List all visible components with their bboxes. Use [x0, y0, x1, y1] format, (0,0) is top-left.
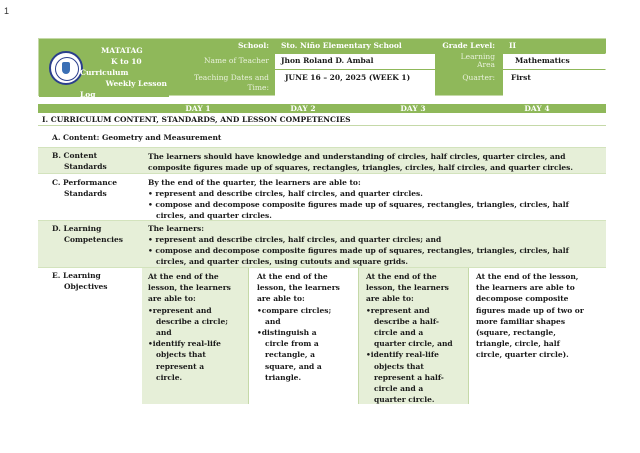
column-divider	[468, 268, 469, 404]
day-1-header: DAY 1	[185, 104, 211, 113]
objective-line: objects that	[374, 361, 424, 371]
competencies-label-line: Competencies	[64, 235, 124, 244]
lesson-log-header	[38, 38, 606, 99]
competencies-bullet-cont: circles, and quarter circles, using cutouts and square grids.	[156, 257, 408, 266]
objective-line: rectangle, a	[265, 350, 316, 360]
objective-line: decompose composite	[476, 294, 569, 304]
competencies-bullet: • represent and describe circles, half circles, and quarter circles; and	[148, 234, 598, 245]
content-standards-text	[148, 151, 598, 173]
section-title-row	[38, 114, 606, 126]
objective-line: figures made up of two or	[476, 305, 584, 315]
objectives-row	[38, 268, 606, 404]
objective-line: At the end of the	[148, 272, 219, 281]
learning-area-label	[435, 53, 503, 69]
objectives-day-2	[257, 271, 355, 383]
objective-line: At the end of the lesson,	[476, 272, 579, 281]
objectives-day-3	[366, 271, 466, 405]
content-standards-row	[38, 148, 606, 174]
log-title-block	[39, 39, 169, 97]
objective-line: quarter circle.	[374, 395, 435, 405]
performance-standards-bullet: • represent and describe circles, half circles, and quarter circles.	[148, 188, 598, 199]
teaching-dates-value: JUNE 16 – 20, 2025 (WEEK 1)	[275, 70, 435, 96]
objective-line: describe a circle;	[156, 316, 229, 326]
log-title	[80, 45, 167, 100]
objective-line: lesson, the learners	[366, 283, 449, 293]
log-title-line: MATATAG	[101, 46, 143, 55]
objective-line: are able to:	[148, 294, 196, 304]
objective-line: (square, rectangle,	[476, 328, 556, 338]
teacher-label: Name of Teacher	[203, 56, 269, 65]
competencies-row	[38, 221, 606, 268]
competencies-label	[52, 223, 123, 245]
performance-standards-label-line: C. Performance	[52, 178, 117, 187]
log-title-line: Curriculum	[80, 68, 129, 77]
learning-area-label-line: Area	[477, 60, 495, 69]
objectives-label-line: Objectives	[64, 282, 108, 291]
objective-line: quarter circle, and	[374, 339, 453, 349]
objective-line: circle and a	[374, 328, 424, 338]
day-2-header: DAY 2	[290, 104, 316, 113]
objective-line: are able to:	[257, 294, 305, 304]
day-3-header: DAY 3	[400, 104, 426, 113]
content-standards-label	[52, 150, 107, 172]
learning-area-label-line: Learning	[460, 52, 495, 61]
objective-line: At the end of the	[366, 272, 437, 281]
school-label: School:	[237, 41, 269, 50]
competencies-intro: The learners:	[148, 224, 205, 233]
section-title: I. CURRICULUM CONTENT, STANDARDS, AND LESSON COMPETENCIES	[42, 115, 351, 124]
content-standards-label-line: B. Content	[52, 151, 98, 160]
content-row	[38, 128, 606, 148]
grade-level-value: II	[503, 39, 606, 53]
objective-line: represent a half-	[374, 372, 444, 382]
log-title-line: K to 10	[111, 57, 142, 66]
deped-seal-icon	[49, 51, 83, 85]
teacher-value: Jhon Roland D. Ambal	[275, 54, 435, 69]
objective-bullet: • identify real-life	[148, 338, 246, 349]
performance-standards-bullet-cont: circles, and quarter circles.	[156, 211, 272, 220]
log-title-line: Weekly Lesson	[105, 79, 167, 88]
objectives-label	[52, 270, 108, 292]
content-label: A. Content: Geometry and Measurement	[52, 133, 222, 142]
objective-line: the learners are able to	[476, 283, 575, 293]
performance-standards-label-line: Standards	[64, 189, 107, 198]
competencies-bullet: • compose and decompose composite figures made up of squares, rectangles, triangles, circles, half	[148, 245, 598, 256]
objective-line: and	[265, 316, 281, 326]
teaching-dates-label-line: Time:	[247, 83, 269, 92]
objective-line: represent a	[156, 361, 205, 371]
objectives-day-4	[476, 271, 604, 361]
competencies-text	[148, 223, 598, 267]
objectives-day-1	[148, 271, 246, 383]
performance-standards-text	[148, 177, 598, 221]
content-standards-line: composite figures made up of squares, rectangles, triangles, circles, half circles, and quarter circles.	[148, 163, 574, 172]
log-title-line: Log	[80, 90, 96, 99]
objective-line: more familiar shapes	[476, 316, 566, 326]
school-value: Sto. Niño Elementary School	[275, 39, 435, 53]
day-4-header: DAY 4	[524, 104, 550, 113]
content-standards-label-line: Standards	[64, 162, 107, 171]
objective-bullet: • represent and	[366, 305, 466, 316]
competencies-label-line: D. Learning	[52, 224, 102, 233]
teaching-dates-label	[169, 70, 275, 96]
objective-line: are able to:	[366, 294, 414, 304]
objective-line: objects that	[156, 350, 206, 360]
quarter-value: First	[503, 70, 606, 96]
page-number: 1	[4, 6, 10, 16]
objective-line: describe a half-	[374, 316, 439, 326]
objective-line: circle, quarter circle).	[476, 350, 569, 360]
teaching-dates-label-line: Teaching Dates and	[193, 73, 269, 82]
performance-standards-intro: By the end of the quarter, the learners are able to:	[148, 178, 361, 187]
objective-line: square, and a	[265, 361, 322, 371]
objectives-label-line: E. Learning	[52, 271, 101, 280]
learning-area-value: Mathematics	[503, 54, 606, 69]
column-divider	[248, 268, 249, 404]
objective-line: circle.	[156, 372, 183, 382]
objective-bullet: • distinguish a	[257, 327, 355, 338]
objective-line: At the end of the	[257, 272, 328, 281]
content-standards-line: The learners should have knowledge and understanding of circles, half circles, quarter circles, and	[148, 152, 566, 161]
objective-line: lesson, the learners	[257, 283, 340, 293]
performance-standards-label	[52, 177, 117, 199]
day-header-row	[38, 104, 606, 113]
objective-bullet: • identify real-life	[366, 349, 466, 360]
performance-standards-bullet: • compose and decompose composite figures made up of squares, rectangles, triangles, circles, half	[148, 199, 598, 210]
objective-line: and	[156, 328, 172, 338]
objective-line: circle and a	[374, 384, 424, 394]
quarter-label: Quarter:	[462, 73, 495, 82]
objective-line: triangle.	[265, 372, 302, 382]
column-divider	[358, 268, 359, 404]
objective-bullet: • represent and	[148, 305, 246, 316]
performance-standards-row	[38, 175, 606, 221]
objective-line: triangle, circle, half	[476, 339, 560, 349]
grade-level-label: Grade Level:	[442, 41, 495, 50]
objective-bullet: • compare circles;	[257, 305, 355, 316]
objective-line: lesson, the learners	[148, 283, 231, 293]
objective-line: circle from a	[265, 339, 319, 349]
